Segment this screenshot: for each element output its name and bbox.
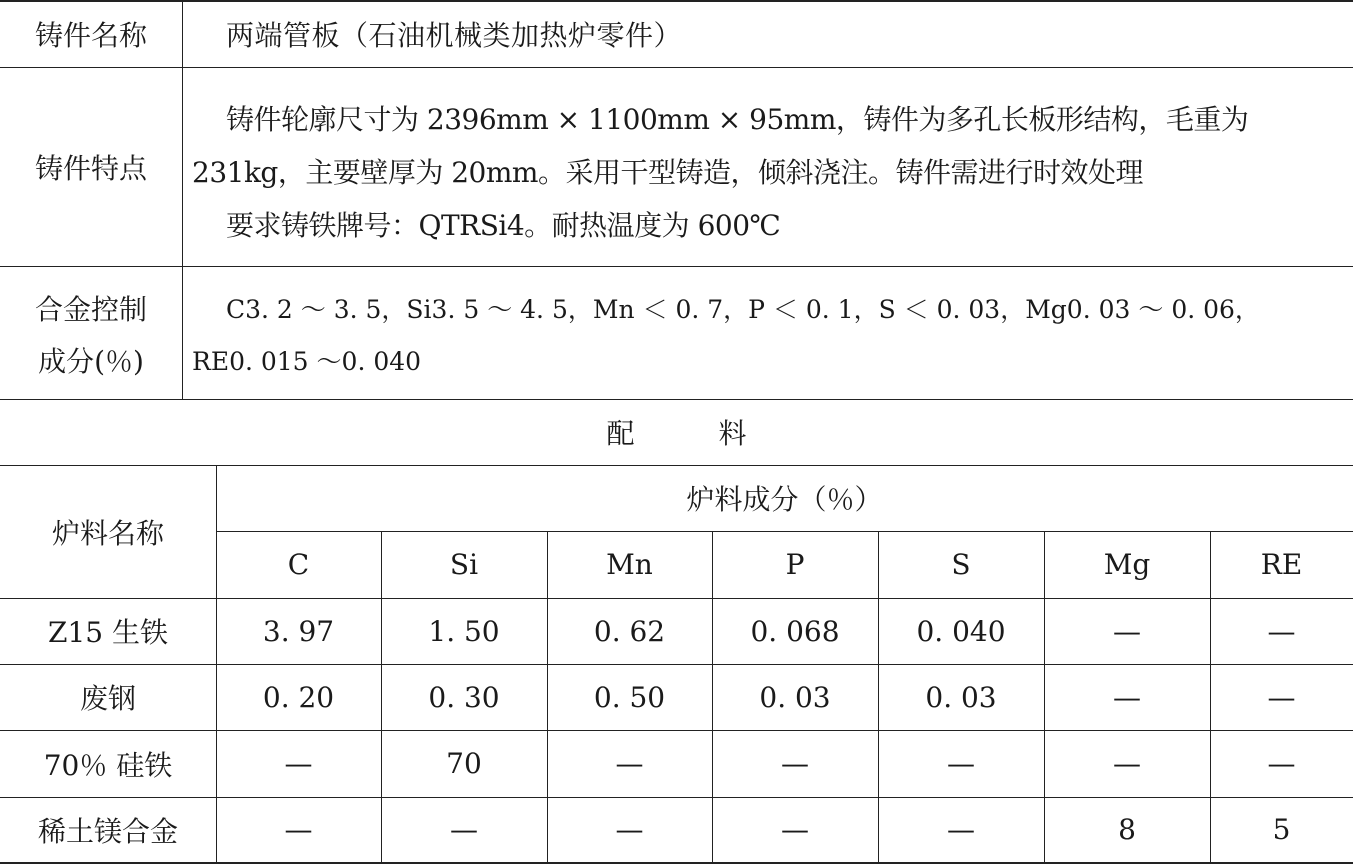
alloy-label-line-1: 合金控制 (34, 293, 147, 326)
table-cell: — (1267, 614, 1296, 648)
table-cell: 8 (1118, 813, 1136, 846)
table-cell: — (947, 813, 975, 846)
row-divider (0, 266, 1353, 267)
casting-name-value: 两端管板（石油机械类加热炉零件） (226, 19, 683, 52)
casting-feature-label: 铸件特点 (34, 151, 147, 185)
column-header-c: C (287, 548, 310, 581)
table-cell: — (1267, 747, 1296, 780)
table-border-top (0, 0, 1353, 2)
table-cell: 1. 50 (428, 614, 500, 648)
charge-name-header: 炉料名称 (51, 516, 164, 550)
column-header-si: Si (449, 548, 479, 581)
row-name-re-mg-alloy: 稀土镁合金 (37, 814, 178, 848)
table-cell: — (450, 813, 478, 846)
table-cell: — (947, 747, 975, 780)
table-cell: — (781, 747, 809, 780)
casting-feature-line-1: 铸件轮廓尺寸为 2396mm × 1100mm × 95mm，铸件为多孔长板形结构，毛重为 (226, 103, 1249, 136)
table-cell: 0. 040 (916, 614, 1006, 648)
casting-feature-line-3: 要求铸铁牌号：QTRSi4。耐热温度为 600℃ (226, 209, 781, 242)
table-cell: — (1113, 747, 1141, 780)
table-cell: 0. 50 (593, 680, 666, 714)
table-border-bottom (0, 862, 1353, 864)
alloy-label-line-2: 成分(％) (38, 345, 144, 378)
table-cell: 0. 03 (925, 680, 997, 714)
table-cell: — (1113, 680, 1141, 714)
table-cell: 5 (1272, 813, 1291, 846)
column-header-mn: Mn (606, 548, 653, 581)
row-name-pig-iron: Z15 生铁 (48, 616, 168, 649)
table-cell: 0. 068 (750, 614, 840, 648)
batching-title: 配 料 (606, 417, 747, 450)
table-cell: — (284, 813, 313, 846)
col-divider (182, 0, 183, 399)
table-cell: — (615, 747, 644, 780)
row-name-ferrosilicon: 70％ 硅铁 (43, 748, 173, 782)
column-header-mg: Mg (1103, 548, 1151, 581)
column-header-re: RE (1260, 548, 1303, 581)
casting-name-label: 铸件名称 (34, 18, 147, 52)
table-cell: 0. 62 (593, 614, 666, 648)
alloy-composition-line-1: C3. 2 ～ 3. 5，Si3. 5 ～ 4. 5，Mn ＜ 0. 7，P ＜ 0. 1，S ＜ 0. 03，Mg0. 03 ～ 0. 06， (226, 295, 1260, 324)
alloy-composition-line-2: RE0. 015 ～0. 040 (192, 347, 422, 376)
table-cell: 0. 03 (759, 680, 831, 714)
column-header-p: P (785, 548, 805, 581)
table-cell: 0. 30 (428, 680, 500, 714)
table-cell: 0. 20 (262, 680, 335, 714)
table-cell: — (1113, 614, 1141, 648)
casting-feature-line-2: 231kg，主要壁厚为 20mm。采用干型铸造，倾斜浇注。铸件需进行时效处理 (192, 156, 1143, 189)
table-cell: — (781, 813, 809, 846)
table-cell: — (284, 747, 313, 780)
column-header-s: S (951, 548, 971, 581)
table-cell: — (615, 813, 644, 846)
charge-composition-header: 炉料成分（％） (686, 483, 883, 516)
table-cell: 70 (446, 747, 482, 780)
table-cell: — (1267, 680, 1296, 714)
table-cell: 3. 97 (262, 614, 335, 648)
row-name-scrap-steel: 废钢 (79, 682, 136, 715)
row-divider (0, 67, 1353, 68)
